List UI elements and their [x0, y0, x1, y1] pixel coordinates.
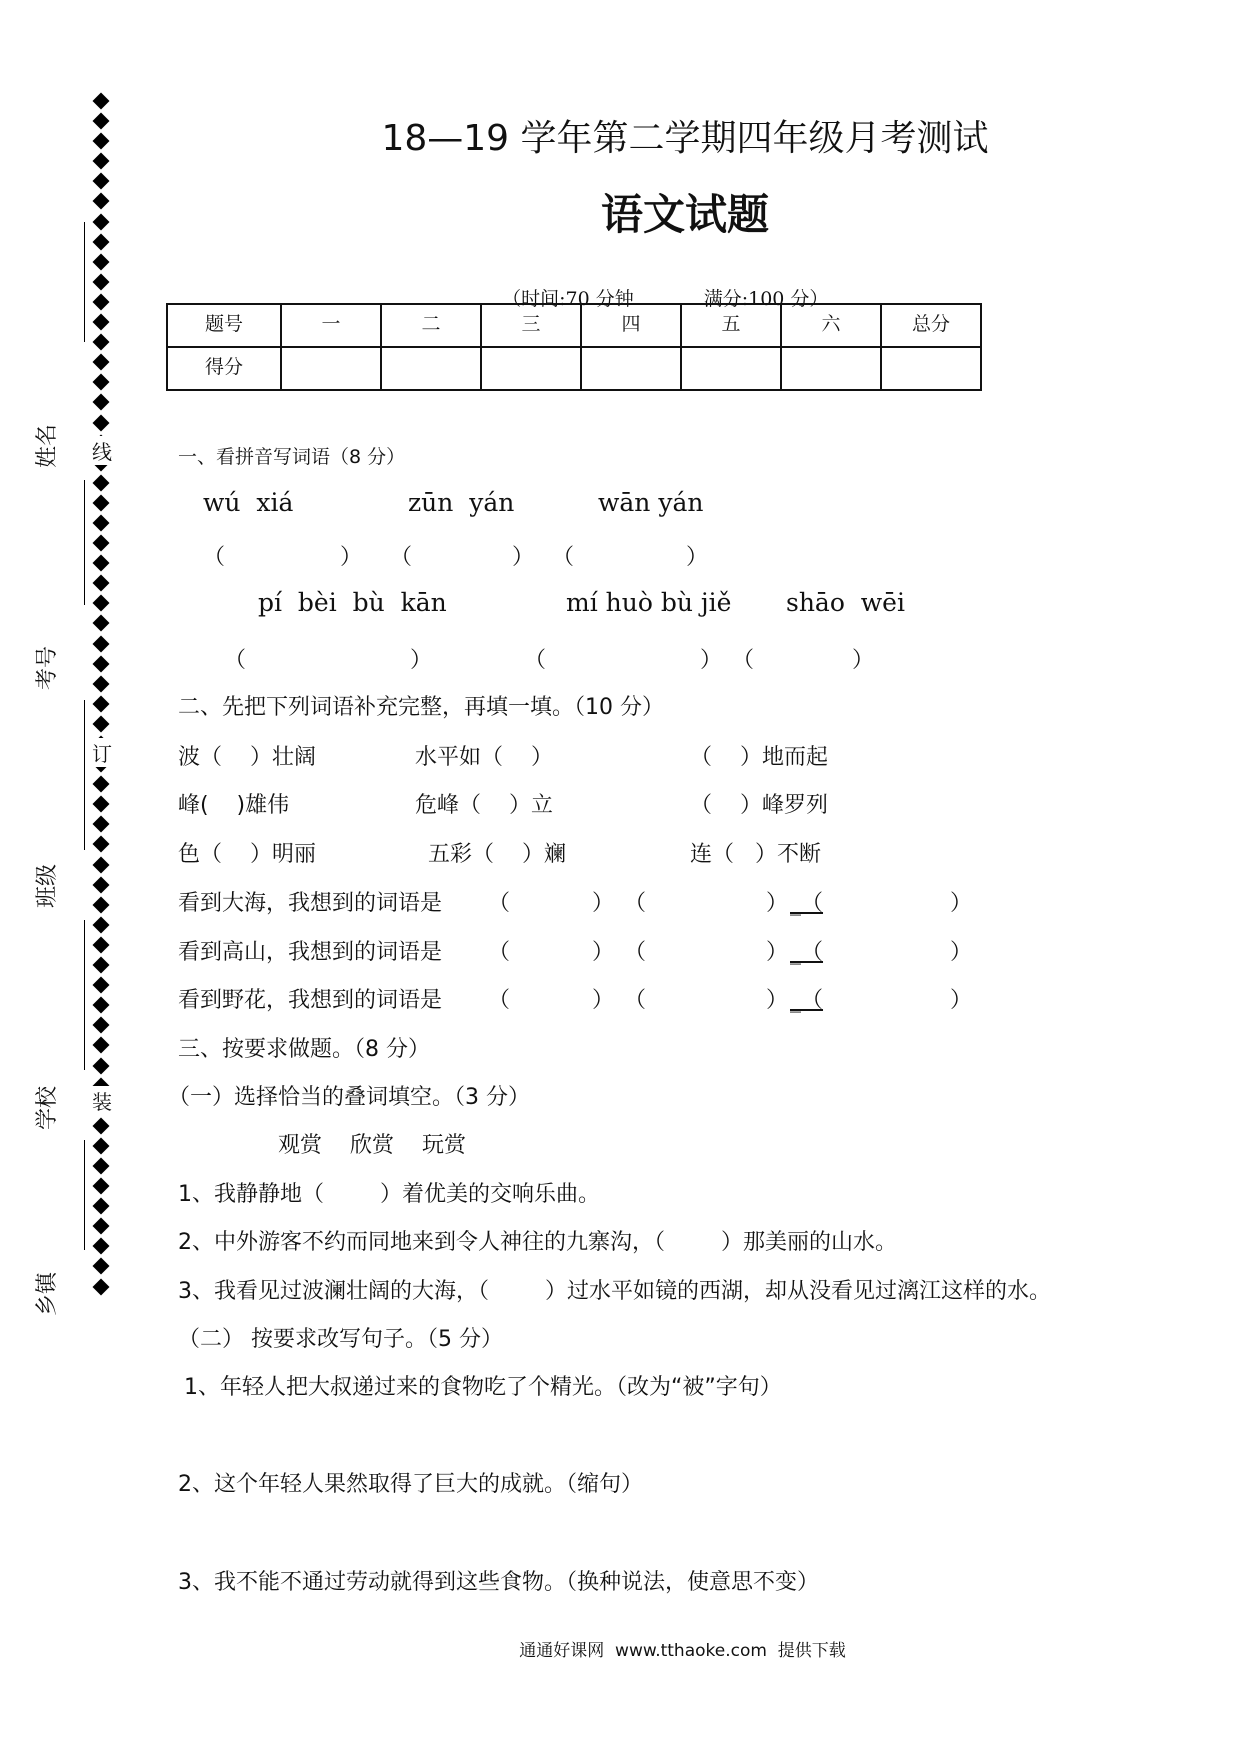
idiom-fill: 五彩（ ）斓 — [428, 842, 566, 867]
binding-diamond — [93, 394, 110, 411]
answer-paren-open: （ — [732, 648, 755, 673]
binding-diamond — [93, 655, 110, 672]
binding-diamond — [93, 997, 110, 1014]
binding-diamond — [93, 334, 110, 351]
idiom-fill: 连（ ）不断 — [690, 842, 821, 867]
rewrite-item: 3、我不能不通过劳动就得到这些食物。（换种说法，使意思不变） — [178, 1570, 819, 1595]
exam-title: 18—19 学年第二学期四年级月考测试 — [381, 118, 989, 159]
pinyin: pí bèi bù kān — [258, 588, 447, 617]
binding-diamond — [93, 1178, 110, 1195]
binding-diamond — [93, 936, 110, 953]
side-label-class: 班级 — [35, 863, 60, 908]
binding-diamond — [93, 93, 110, 110]
side-label-name: 姓名 — [35, 423, 60, 468]
answer-paren-open: （ — [224, 648, 247, 673]
pinyin: zūn yán — [408, 488, 515, 517]
fill-item: 1、我静静地（ ）着优美的交响乐曲。 — [178, 1182, 600, 1207]
score-cell: 一 — [281, 304, 381, 347]
score-cell: 六 — [781, 304, 881, 347]
binding-diamond — [93, 1218, 110, 1235]
pinyin: shāo wēi — [786, 588, 905, 617]
score-cell: 四 — [581, 304, 681, 347]
binding-diamond — [93, 876, 110, 893]
score-cell: 得分 — [167, 347, 281, 390]
answer-paren-close: ） — [766, 891, 789, 916]
word-association-line: 看到野花，我想到的词语是 — [178, 988, 443, 1013]
binding-diamond — [93, 675, 110, 692]
score-cell: 三 — [481, 304, 581, 347]
binding-diamond — [93, 977, 110, 994]
binding-diamond — [93, 514, 110, 531]
answer-paren-open: （ — [488, 940, 511, 965]
binding-diamond — [93, 535, 110, 552]
binding-diamond — [93, 374, 110, 391]
binding-diamond — [93, 1137, 110, 1154]
binding-diamond — [93, 1157, 110, 1174]
binding-diamond — [93, 816, 110, 833]
score-table — [166, 303, 982, 391]
binding-diamond — [93, 494, 110, 511]
side-label-town: 乡镇 — [35, 1271, 60, 1316]
binding-word-line: 线 — [90, 436, 114, 465]
answer-paren-close: ） — [686, 545, 709, 570]
answer-paren-close: ） — [592, 940, 615, 965]
idiom-fill: 色（ ）明丽 — [178, 842, 316, 867]
binding-diamond — [93, 715, 110, 732]
score-cell: 题号 — [167, 304, 281, 347]
binding-diamond — [93, 555, 110, 572]
score-input-cell[interactable] — [581, 347, 681, 390]
binding-diamond — [93, 695, 110, 712]
answer-paren-open: （ — [390, 545, 413, 570]
binding-diamond — [93, 1238, 110, 1255]
binding-diamond — [93, 1117, 110, 1134]
section3-part1-heading: （一）选择恰当的叠词填空。（3 分） — [168, 1085, 530, 1110]
score-cell: 二 — [381, 304, 481, 347]
score-cell: 五 — [681, 304, 781, 347]
pinyin: wān yán — [598, 488, 704, 517]
score-input-cell[interactable] — [481, 347, 581, 390]
binding-word-zhuang: 装 — [90, 1086, 114, 1115]
footer-credit: 通通好课网 www.tthaoke.com 提供下载 — [519, 1641, 846, 1661]
rewrite-item: 2、这个年轻人果然取得了巨大的成就。（缩句） — [178, 1472, 643, 1497]
score-input-cell[interactable] — [281, 347, 381, 390]
answer-paren-close: ） — [766, 940, 789, 965]
answer-paren-open: _（ — [790, 891, 824, 916]
answer-paren-close: ） — [592, 891, 615, 916]
binding-word-ding: 订 — [90, 738, 114, 767]
word-association-line: 看到高山，我想到的词语是 — [178, 940, 443, 965]
answer-paren-close: ） — [410, 648, 433, 673]
binding-diamond — [93, 575, 110, 592]
word-options: 观赏 欣赏 玩赏 — [278, 1133, 466, 1158]
binding-diamond — [93, 856, 110, 873]
answer-paren-close: ） — [950, 940, 973, 965]
fill-item: 2、中外游客不约而同地来到令人神往的九寨沟，（ ）那美丽的山水。 — [178, 1230, 897, 1255]
binding-diamond — [93, 253, 110, 270]
answer-paren-close: ） — [950, 988, 973, 1013]
rewrite-item: 1、年轻人把大叔递过来的食物吃了个精光。（改为“被”字句） — [184, 1375, 782, 1400]
time-limit: （时间:70 分钟 — [502, 288, 634, 310]
idiom-fill: （ ）地而起 — [690, 745, 828, 770]
pinyin: mí huò bù jiě — [566, 588, 732, 617]
answer-paren-open: （ — [488, 988, 511, 1013]
binding-diamond — [93, 273, 110, 290]
binding-diamond — [93, 836, 110, 853]
score-input-cell[interactable] — [781, 347, 881, 390]
binding-diamond — [93, 796, 110, 813]
answer-paren-open: （ — [624, 891, 647, 916]
answer-paren-close: ） — [700, 648, 723, 673]
answer-paren-open: （ — [203, 545, 226, 570]
section3-heading: 三、按要求做题。（8 分） — [178, 1037, 430, 1062]
answer-paren-close: ） — [950, 891, 973, 916]
binding-diamond — [93, 916, 110, 933]
answer-paren-open: （ — [624, 940, 647, 965]
idiom-fill: （ ）峰罗列 — [690, 793, 828, 818]
binding-diamond — [93, 1057, 110, 1074]
answer-paren-open: （ — [488, 891, 511, 916]
binding-diamond — [93, 615, 110, 632]
side-label-number: 考号 — [35, 645, 60, 690]
section1-heading: 一、看拼音写词语（8 分） — [178, 446, 406, 468]
binding-diamond — [93, 896, 110, 913]
full-score: 满分:100 分） — [703, 288, 829, 310]
score-input-cell[interactable] — [681, 347, 781, 390]
answer-paren-close: ） — [340, 545, 363, 570]
binding-diamond — [93, 957, 110, 974]
idiom-fill: 水平如（ ） — [415, 745, 553, 770]
answer-paren-open: _（ — [790, 940, 824, 965]
score-table-header-row — [167, 304, 981, 347]
answer-paren-open: （ — [524, 648, 547, 673]
score-input-cell[interactable] — [381, 347, 481, 390]
score-table-score-row — [167, 347, 981, 390]
binding-diamond — [93, 293, 110, 310]
answer-paren-close: ） — [766, 988, 789, 1013]
binding-diamond — [93, 1017, 110, 1034]
answer-paren-close: ） — [592, 988, 615, 1013]
binding-diamond — [93, 1037, 110, 1054]
binding-diamond — [93, 595, 110, 612]
binding-diamond — [93, 414, 110, 431]
binding-diamond — [93, 474, 110, 491]
fill-item: 3、我看见过波澜壮阔的大海，（ ）过水平如镜的西湖，却从没看见过漓江这样的水。 — [178, 1279, 1051, 1304]
binding-diamond — [93, 776, 110, 793]
side-label-school: 学校 — [35, 1085, 60, 1130]
score-cell: 总分 — [881, 304, 981, 347]
answer-paren-open: （ — [624, 988, 647, 1013]
answer-paren-close: ） — [852, 648, 875, 673]
idiom-fill: 危峰（ ）立 — [415, 793, 553, 818]
section2-heading: 二、先把下列词语补充完整，再填一填。（10 分） — [178, 695, 664, 720]
answer-paren-open: （ — [552, 545, 575, 570]
score-input-cell[interactable] — [881, 347, 981, 390]
binding-diamond — [93, 1198, 110, 1215]
section3-part2-heading: （二） 按要求改写句子。（5 分） — [178, 1327, 503, 1352]
binding-diamond — [93, 314, 110, 331]
pinyin: wú xiá — [203, 488, 294, 517]
binding-diamond-column — [90, 95, 114, 1301]
binding-diamond — [93, 1278, 110, 1295]
answer-paren-open: _（ — [790, 988, 824, 1013]
answer-paren-close: ） — [512, 545, 535, 570]
exam-subject: 语文试题 — [600, 190, 769, 239]
binding-diamond — [93, 635, 110, 652]
binding-diamond — [93, 354, 110, 371]
word-association-line: 看到大海，我想到的词语是 — [178, 891, 443, 916]
idiom-fill: 峰( )雄伟 — [178, 793, 290, 818]
idiom-fill: 波（ ）壮阔 — [178, 745, 316, 770]
binding-diamond — [93, 1258, 110, 1275]
